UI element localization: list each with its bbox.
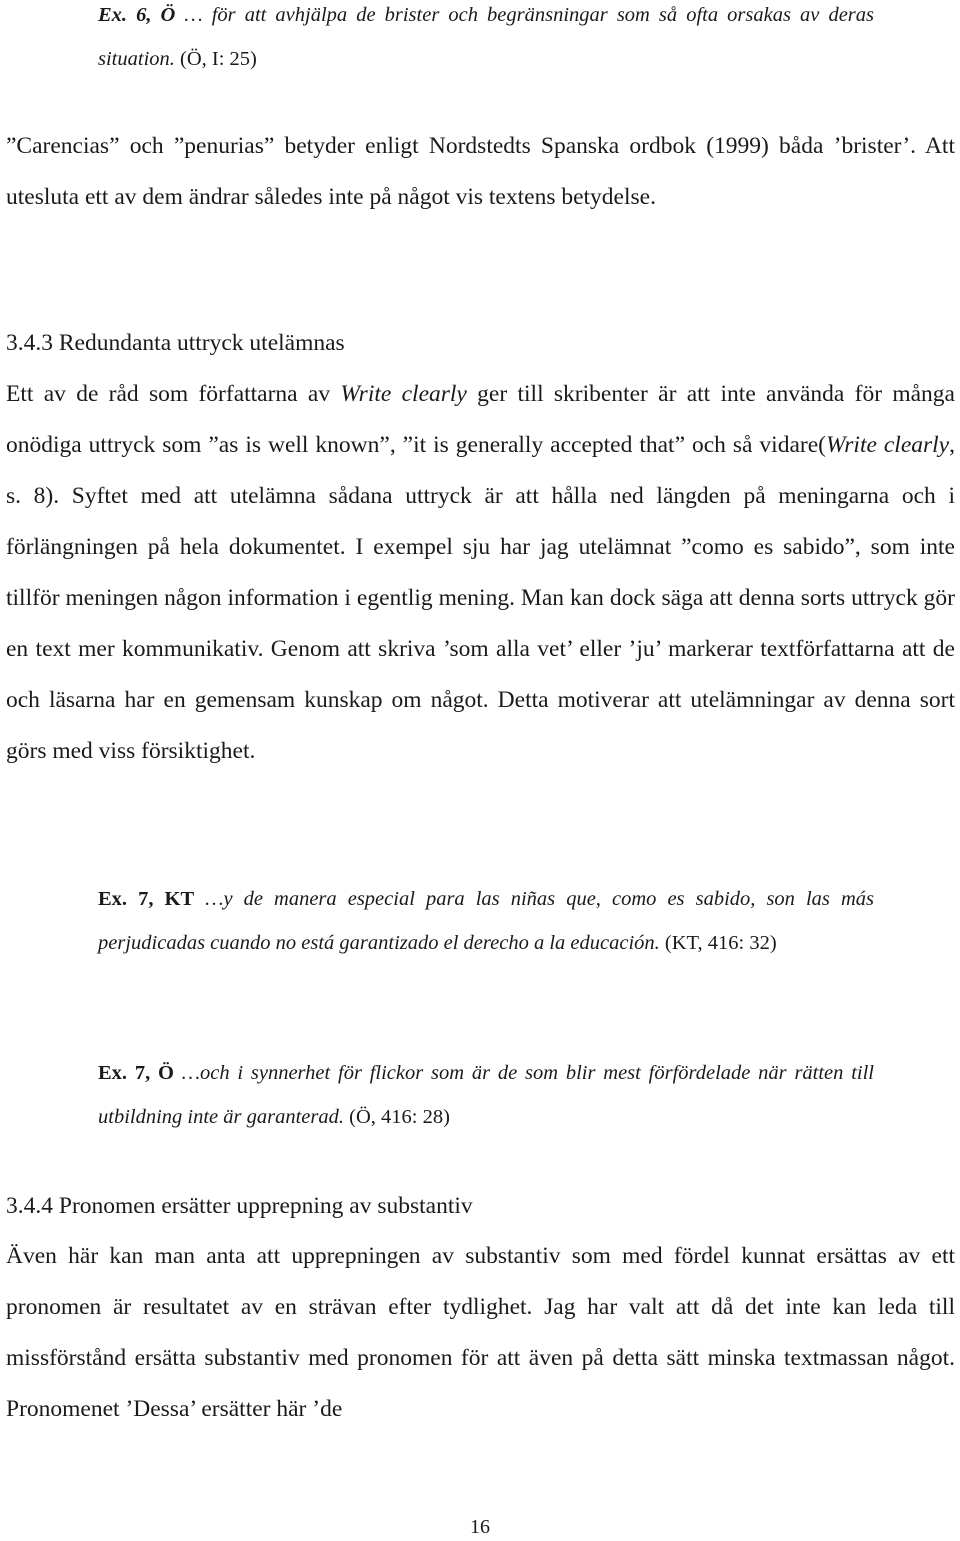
example-label: Ex. 6, Ö (98, 4, 176, 26)
text-run: , s. 8). Syftet med att utelämna sådana uttryck är att hålla ned längden på meningarna och i förlängningen på hela dokumentet. I exempel sju har jag utelämnat ”como es sabido”, som inte tillför meningen någon information i egentlig mening. Man kan dock säga att denna sorts uttryck gör en text mer kommunikativ. Genom att skriva ’som alla vet’ eller ’ju’ markerar textförfattarna att de och läsarna har en gemensam kunskap om något. Detta motiverar att utelämningar av denna sort görs med viss försiktighet. (6, 432, 955, 764)
page-number: 16 (470, 1516, 490, 1538)
text-run: ger till skribenter är att inte använda för många onödiga uttryck som ”as is well known”, ”it is generally accepted that” och så vidare( (6, 381, 955, 458)
book-title: Write clearly (825, 432, 950, 458)
paragraph-redundanta (6, 369, 955, 777)
example-7-o (98, 1051, 874, 1139)
example-label: Ex. 7, KT (98, 888, 195, 910)
example-6-o (98, 0, 874, 81)
example-7-kt (98, 877, 874, 965)
paragraph-pronomen: Även här kan man anta att upprepningen av substantiv som med fördel kunnat ersättas av ett pronomen är resultatet av en strävan efter tydlighet. Jag har valt att då det inte kan leda till missförstånd ersätta substantiv med pronomen för att även på detta sätt minska textmassan något. Pronomenet ’Dessa’ ersätter här ’de (6, 1243, 955, 1422)
example-quote: …y de manera especial para las niñas que, como es sabido, son las más perjudicadas cuando no está garantizado el derecho a la educación. (98, 888, 875, 954)
book-title: Write clearly (340, 381, 467, 407)
example-label: Ex. 7, Ö (98, 1062, 174, 1084)
example-citation: (KT, 416: 32) (659, 932, 777, 954)
example-citation: (Ö, 416: 28) (344, 1106, 450, 1128)
example-citation: (Ö, I: 25) (174, 48, 257, 70)
section-heading-344: 3.4.4 Pronomen ersätter upprepning av substantiv (6, 1193, 473, 1219)
example-quote: … för att avhjälpa de brister och begränsningar som så ofta orsakas av deras situation. (98, 4, 874, 70)
example-quote: …och i synnerhet för flickor som är de som blir mest förfördelade när rätten till utbildning inte är garanterad. (98, 1062, 874, 1128)
paragraph-carencias: ”Carencias” och ”penurias” betyder enligt Nordstedts Spanska ordbok (1999) båda ’brister’. Att utesluta ett av dem ändrar således inte på något vis textens betydelse. (6, 133, 955, 210)
text-run: Ett av de råd som författarna av (6, 381, 341, 407)
section-heading-343: 3.4.3 Redundanta uttryck utelämnas (6, 330, 345, 356)
